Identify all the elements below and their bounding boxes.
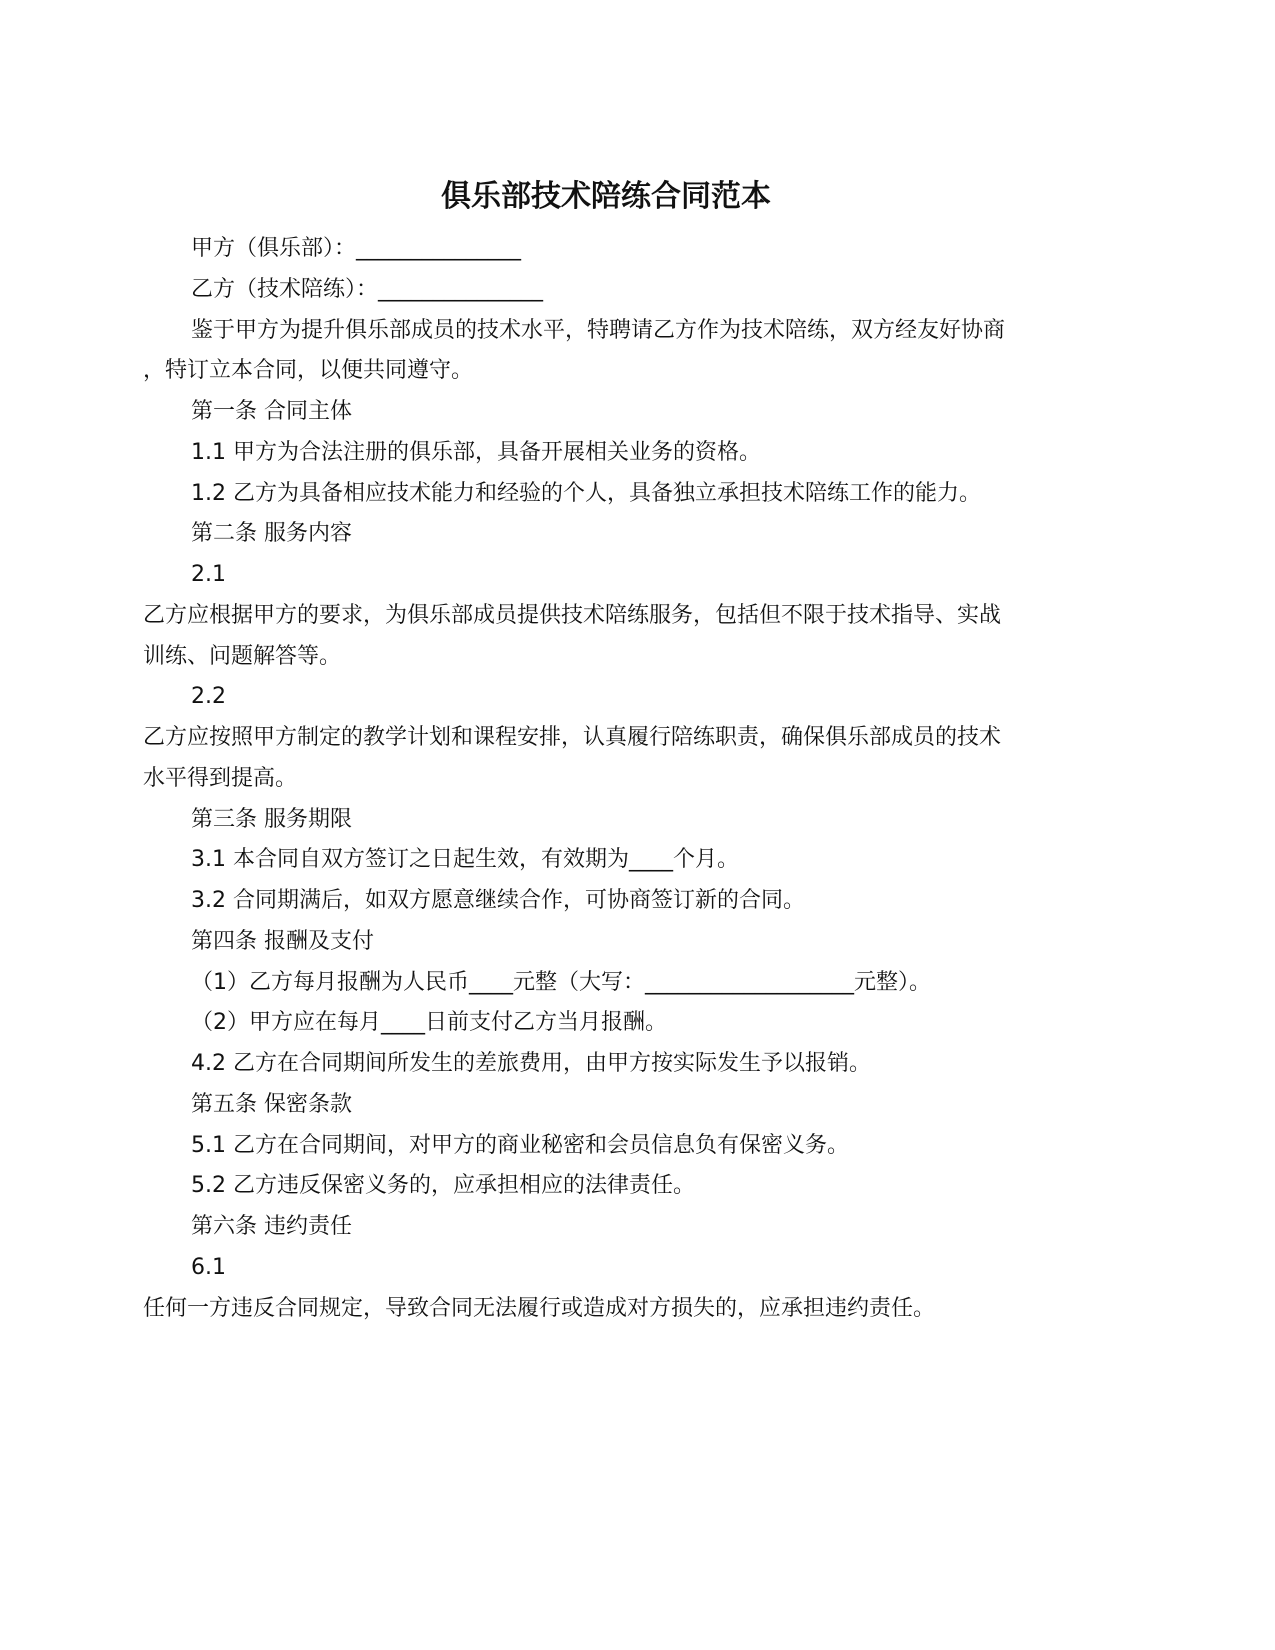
paragraph-line: 甲方（俱乐部）：_______________ — [191, 236, 522, 261]
paragraph-line: 第二条 服务内容 — [191, 521, 352, 547]
paragraph-line: 训练、问题解答等。 — [143, 643, 342, 669]
paragraph-line: 1.2 乙方为具备相应技术能力和经验的个人，具备独立承担技术陪练工作的能力。 — [191, 480, 981, 506]
paragraph-line: 1.1 甲方为合法注册的俱乐部，具备开展相关业务的资格。 — [191, 439, 761, 465]
paragraph-line: 2.2 — [191, 684, 226, 710]
paragraph-line: 第五条 保密条款 — [191, 1091, 352, 1117]
document-body — [143, 229, 1078, 1329]
paragraph-line: 3.1 本合同自双方签订之日起生效，有效期为____个月。 — [191, 847, 739, 873]
paragraph-line: 水平得到提高。 — [143, 765, 298, 791]
paragraph-line: 4.2 乙方在合同期间所发生的差旅费用，由甲方按实际发生予以报销。 — [191, 1051, 871, 1076]
paragraph-line: （1）乙方每月报酬为人民币____元整（大写：___________________元整）。 — [191, 969, 931, 995]
paragraph-line: 2.1 — [191, 562, 226, 587]
paragraph-line: 乙方应根据甲方的要求，为俱乐部成员提供技术陪练服务，包括但不限于技术指导、实战 — [143, 602, 1002, 628]
paragraph-line: 任何一方违反合同规定，导致合同无法履行或造成对方损失的，应承担违约责任。 — [143, 1295, 936, 1321]
paragraph-line: 第六条 违约责任 — [191, 1214, 352, 1239]
paragraph-line: 3.2 合同期满后，如双方愿意继续合作，可协商签订新的合同。 — [191, 888, 805, 913]
paragraph-line: 第四条 报酬及支付 — [191, 928, 374, 954]
paragraph-line: 第三条 服务期限 — [191, 806, 352, 832]
paragraph-line: 第一条 合同主体 — [191, 399, 352, 424]
document-title: 俱乐部技术陪练合同范本 — [441, 179, 771, 214]
paragraph-line: 乙方（技术陪练）：_______________ — [191, 276, 544, 302]
paragraph-line: 乙方应按照甲方制定的教学计划和课程安排，认真履行陪练职责，确保俱乐部成员的技术 — [143, 725, 1002, 750]
paragraph-line: ，特订立本合同，以便共同遵守。 — [143, 358, 474, 384]
paragraph-line: 6.1 — [191, 1254, 226, 1280]
paragraph-line: （2）甲方应在每月____日前支付乙方当月报酬。 — [191, 1010, 667, 1036]
paragraph-line: 5.1 乙方在合同期间，对甲方的商业秘密和会员信息负有保密义务。 — [191, 1132, 849, 1158]
paragraph-line: 5.2 乙方违反保密义务的，应承担相应的法律责任。 — [191, 1173, 695, 1199]
paragraph-line: 鉴于甲方为提升俱乐部成员的技术水平，特聘请乙方作为技术陪练，双方经友好协商 — [191, 317, 1006, 343]
